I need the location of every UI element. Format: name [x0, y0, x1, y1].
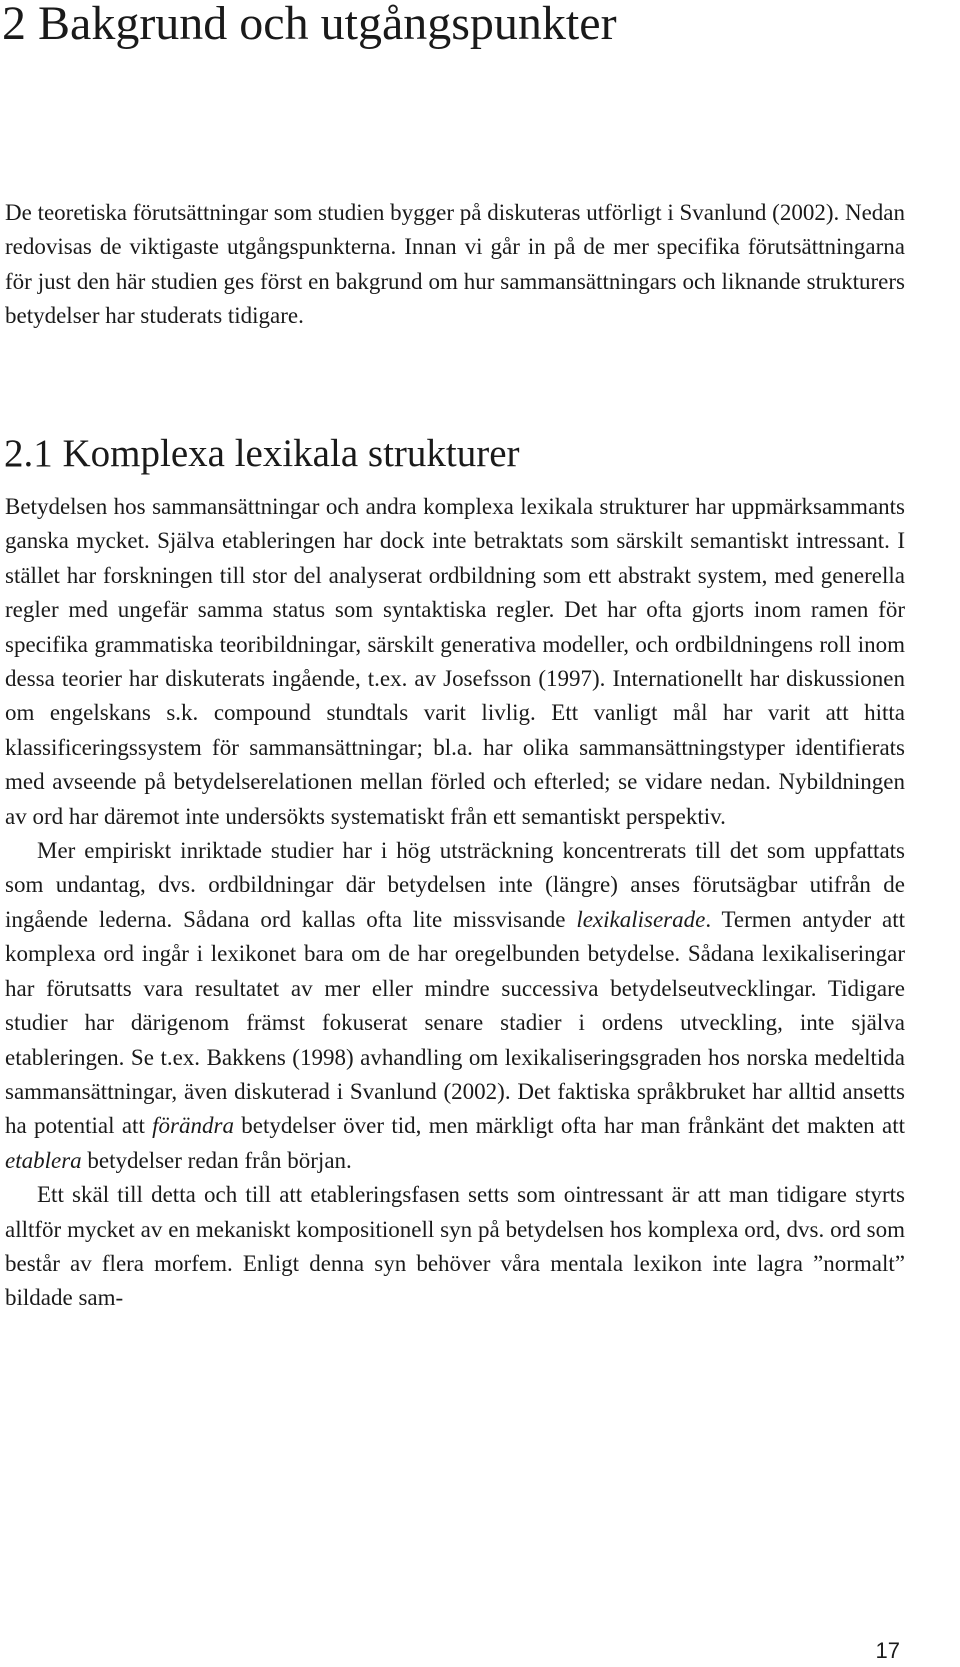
section-paragraph-2: [5, 834, 905, 1178]
paragraph-2-text-2: . Termen antyder att komplexa ord ingår i lexikonet bara om de har oregelbunden betydelse. Sådana lexikaliseringar har förutsatts vara resultatet av mer eller mindre successiva betydelseutvecklingar. Tidigare studier har därigenom främst fokuserat senare stadier i ordens utveckling, inte själva etableringen. Se t.ex. Bakkens (1998) avhandling om lexikaliseringsgraden hos norska medeltida sammansättningar, även diskuterad i Svanlund (2002). Det faktiska språkbruket har alltid ansetts ha potential att: [5, 906, 905, 1139]
section-body: [5, 490, 905, 1316]
intro-paragraph: De teoretiska förutsättningar som studien bygger på diskuteras utförligt i Svanlund (2002). Nedan redovisas de viktigaste utgångspunkterna. Innan vi går in på de mer specifika förutsättningarna för just den här studien ges först en bakgrund om hur sammansättningars och liknande strukturers betydelser har studerats tidigare.: [5, 200, 905, 329]
paragraph-2-text-3: betydelser över tid, men märkligt ofta har man frånkänt det makten att: [233, 1113, 905, 1139]
section-paragraph-3: Ett skäl till detta och till att etableringsfasen setts som ointressant är att man tidigare styrts alltför mycket av en mekaniskt kompositionell syn på betydelsen hos komplexa ord, dvs. ord som består av flera morfem. Enligt denna syn behöver våra mentala lexikon inte lagra ”normalt” bildade sam-: [5, 1182, 905, 1311]
intro-text: [5, 196, 905, 334]
page-number: 17: [875, 1638, 900, 1663]
chapter-title: 2 Bakgrund och utgångspunkter: [2, 0, 617, 50]
emphasis-etablera: etablera: [5, 1147, 82, 1173]
emphasis-lexikaliserade: lexikaliserade: [576, 906, 706, 932]
paragraph-2-text-4: betydelser redan från början.: [81, 1147, 352, 1173]
emphasis-forandra: förändra: [152, 1113, 234, 1139]
paragraph-2-text-1: Mer empiriskt inriktade studier har i hög utsträckning koncentrerats till det som uppfattats som undantag, dvs. ordbildningar där betydelsen inte (längre) anses förutsägbar utifrån de ingående lederna. Sådana ord kallas ofta lite missvisande: [5, 838, 905, 932]
section-paragraph-1: Betydelsen hos sammansättningar och andra komplexa lexikala strukturer har uppmärksammants ganska mycket. Själva etableringen har dock inte betraktats som särskilt semantiskt intressant. I stället har forskningen till stor del analyserat ordbildning som ett abstrakt system, med generella regler med ungefär samma status som syntaktiska regler. Det har ofta gjorts inom ramen för specifika grammatiska teoribildningar, särskilt generativa modeller, och ordbildningens roll inom dessa teorier har diskuterats ingående, t.ex. av Josefsson (1997). Internationellt har diskussionen om engelskans s.k. compound stundtals varit livlig. Ett vanligt mål har varit att hitta klassificeringssystem för sammansättningar; bl.a. har olika sammansättningstyper identifierats med avseende på betydelserelationen mellan förled och efterled; se vidare nedan. Nybildningen av ord har däremot inte undersökts systematiskt från ett semantiskt perspektiv.: [5, 494, 905, 829]
section-title: 2.1 Komplexa lexikala strukturer: [4, 432, 520, 475]
